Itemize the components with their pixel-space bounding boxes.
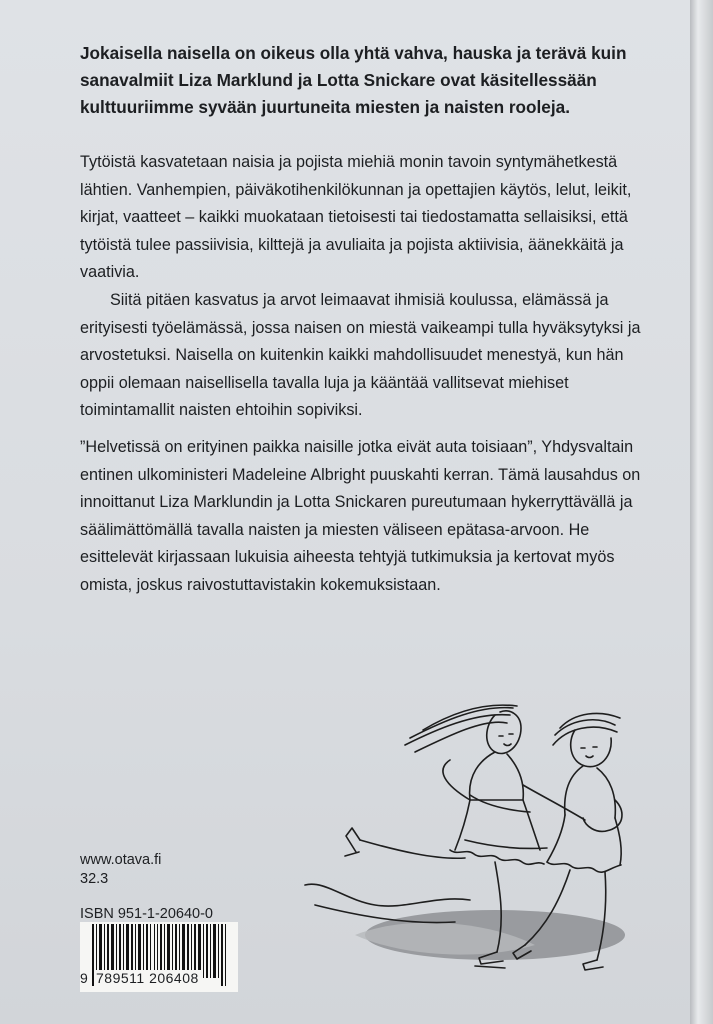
barcode-number: 789511 206408 (96, 970, 199, 986)
body-paragraph-1: Tytöistä kasvatetaan naisia ja pojista miehiä monin tavoin syntymähetkestä lähtien. Vanhempien, päiväkotihenkilökunnan ja opettajien käytös, lelut, leikit, kirjat, vaatteet – kaikki muokataan tietoisesti tai tiedostamatta sellaisiksi, että tytöistä tulee passiivisia, kilttejä ja avuliaita ja pojista aktiivisia, äänekkäitä ja vaativia. (80, 153, 632, 282)
body-paragraph-2: Siitä pitäen kasvatus ja arvot leimaavat ihmisiä koulussa, elämässä ja erityisesti työelämässä, jossa naisen on miestä vaikeampi tulla hyväksytyksi ja arvostetuksi. Naisella on kuitenkin kaikki mahdollisuudet menestyä, kun hän oppii olemaan naisellisella tavalla luja ja kääntää vallitsevat miehiset toimintamallit naisten ehtoihin sopiviksi. (80, 291, 641, 420)
book-spine-edge (690, 0, 713, 1024)
isbn-number: ISBN 951-1-20640-0 (80, 906, 213, 922)
publisher-website[interactable]: www.otava.fi (80, 852, 162, 868)
classification-code: 32.3 (80, 871, 109, 887)
two-girls-running-drawing-icon (285, 690, 645, 990)
lead-text: Jokaisella naisella on oikeus olla yhtä vahva, hauska ja terävä kuin sanavalmiit Liza Marklund ja Lotta Snickare ovat käsitellessään kulttuuriimme syvään juurtuneita miesten ja naisten rooleja. (80, 43, 627, 117)
barcode-first-digit: 9 (80, 970, 88, 986)
body-paragraph-3: ”Helvetissä on erityinen paikka naisille jotka eivät auta toisiaan”, Yhdysvaltain entinen ulkoministeri Madeleine Albright puuskahti kerran. Tämä lausahdus on innoittanut Liza Marklundin ja Lotta Snickaren pureutumaan hykerryttävällä ja säälimättömällä tavalla naisten ja miesten väliseen epätasa-arvoon. He esittelevät kirjassaan lukuisia aiheesta tehtyjä tutkimuksia ja kertovat myös omista, joskus raivostuttavistakin kokemuksistaan. (80, 438, 641, 594)
